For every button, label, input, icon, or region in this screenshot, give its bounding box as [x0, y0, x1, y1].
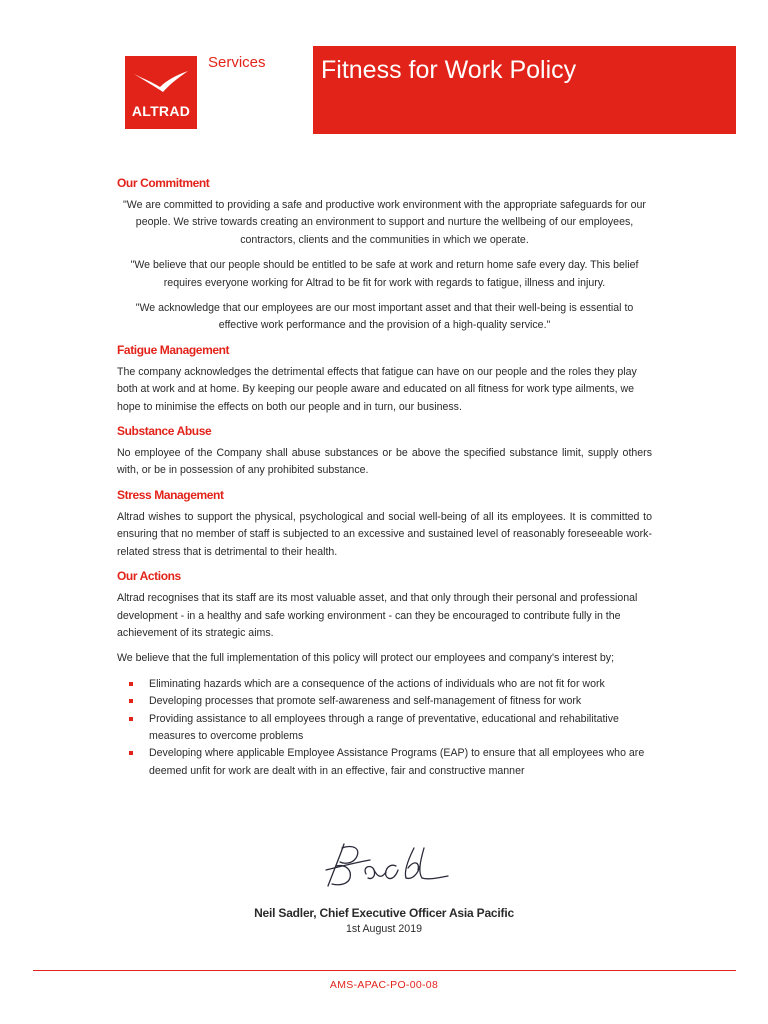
footer-divider — [33, 970, 736, 971]
services-label: Services — [208, 54, 266, 71]
heading-fatigue-management: Fatigue Management — [117, 342, 230, 357]
actions-paragraph-2: We believe that the full implementation of this policy will protect our employees and company's interest by; — [117, 652, 615, 665]
actions-bullet-list — [117, 676, 652, 780]
stress-paragraph: Altrad wishes to support the physical, psychological and social well-being of all its employees. It is committed to ensuring that no member of staff is subjected to an excessive and sustained level of reasonably foreseeable work-related stress that is detrimental to their health. — [117, 510, 652, 558]
commitment-paragraph-1: "We are committed to providing a safe and productive work environment with the appropriate safeguards for our people. We strive towards creating an environment to support and nurture the wellbeing of our employees, contractors, clients and the communities in which we operate. — [123, 199, 646, 246]
signature-date: 1st August 2019 — [346, 923, 422, 935]
page-title: Fitness for Work Policy — [321, 56, 577, 84]
document-code: AMS-APAC-PO-00-08 — [329, 979, 439, 991]
substance-paragraph: No employee of the Company shall abuse substances or be above the specified substance limit, supply others with, or be in possession of any prohibited substance. — [117, 447, 652, 477]
signer-name-title: Neil Sadler, Chief Executive Officer Asia Pacific — [254, 906, 514, 920]
commitment-paragraph-2: "We believe that our people should be entitled to be safe at work and return home safe every day. This belief requires everyone working for Altrad to be fit for work with regards to fatigue, illness and injury. — [130, 259, 639, 289]
list-item: Providing assistance to all employees through a range of preventative, educational and rehabilitative measures to overcome problems — [117, 711, 652, 746]
commitment-paragraph-3: "We acknowledge that our employees are our most important asset and that their well-being is essential to effective work performance and the provision of a high-quality service." — [135, 302, 634, 332]
list-item: Eliminating hazards which are a consequence of the actions of individuals who are not fit for work — [117, 676, 652, 693]
bird-logo-icon — [132, 66, 190, 96]
heading-our-commitment: Our Commitment — [117, 176, 210, 190]
actions-paragraph-1: Altrad recognises that its staff are its most valuable asset, and that only through their personal and professional development - in a healthy and safe working environment - can they be encouraged to contribute fully in the achievement of its strategic aims. — [117, 592, 638, 639]
heading-our-actions: Our Actions — [117, 569, 181, 584]
fatigue-paragraph: The company acknowledges the detrimental effects that fatigue can have on our people and the roles they play both at work and at home. By keeping our people aware and educated on all fitness for work type ailments, we hope to minimise the effects on both our people and in turn, our business. — [117, 365, 637, 413]
heading-stress-management: Stress Management — [117, 487, 224, 502]
list-item: Developing processes that promote self-awareness and self-management of fitness for work — [117, 693, 652, 710]
handwritten-signature — [322, 840, 452, 892]
title-banner — [313, 46, 736, 134]
altrad-logo — [125, 56, 197, 129]
heading-substance-abuse: Substance Abuse — [117, 424, 212, 439]
list-item: Developing where applicable Employee Assistance Programs (EAP) to ensure that all employees who are deemed unfit for work are dealt with in an effective, fair and constructive manner — [117, 745, 652, 780]
logo-text: ALTRAD — [131, 103, 191, 119]
policy-content — [117, 176, 652, 780]
